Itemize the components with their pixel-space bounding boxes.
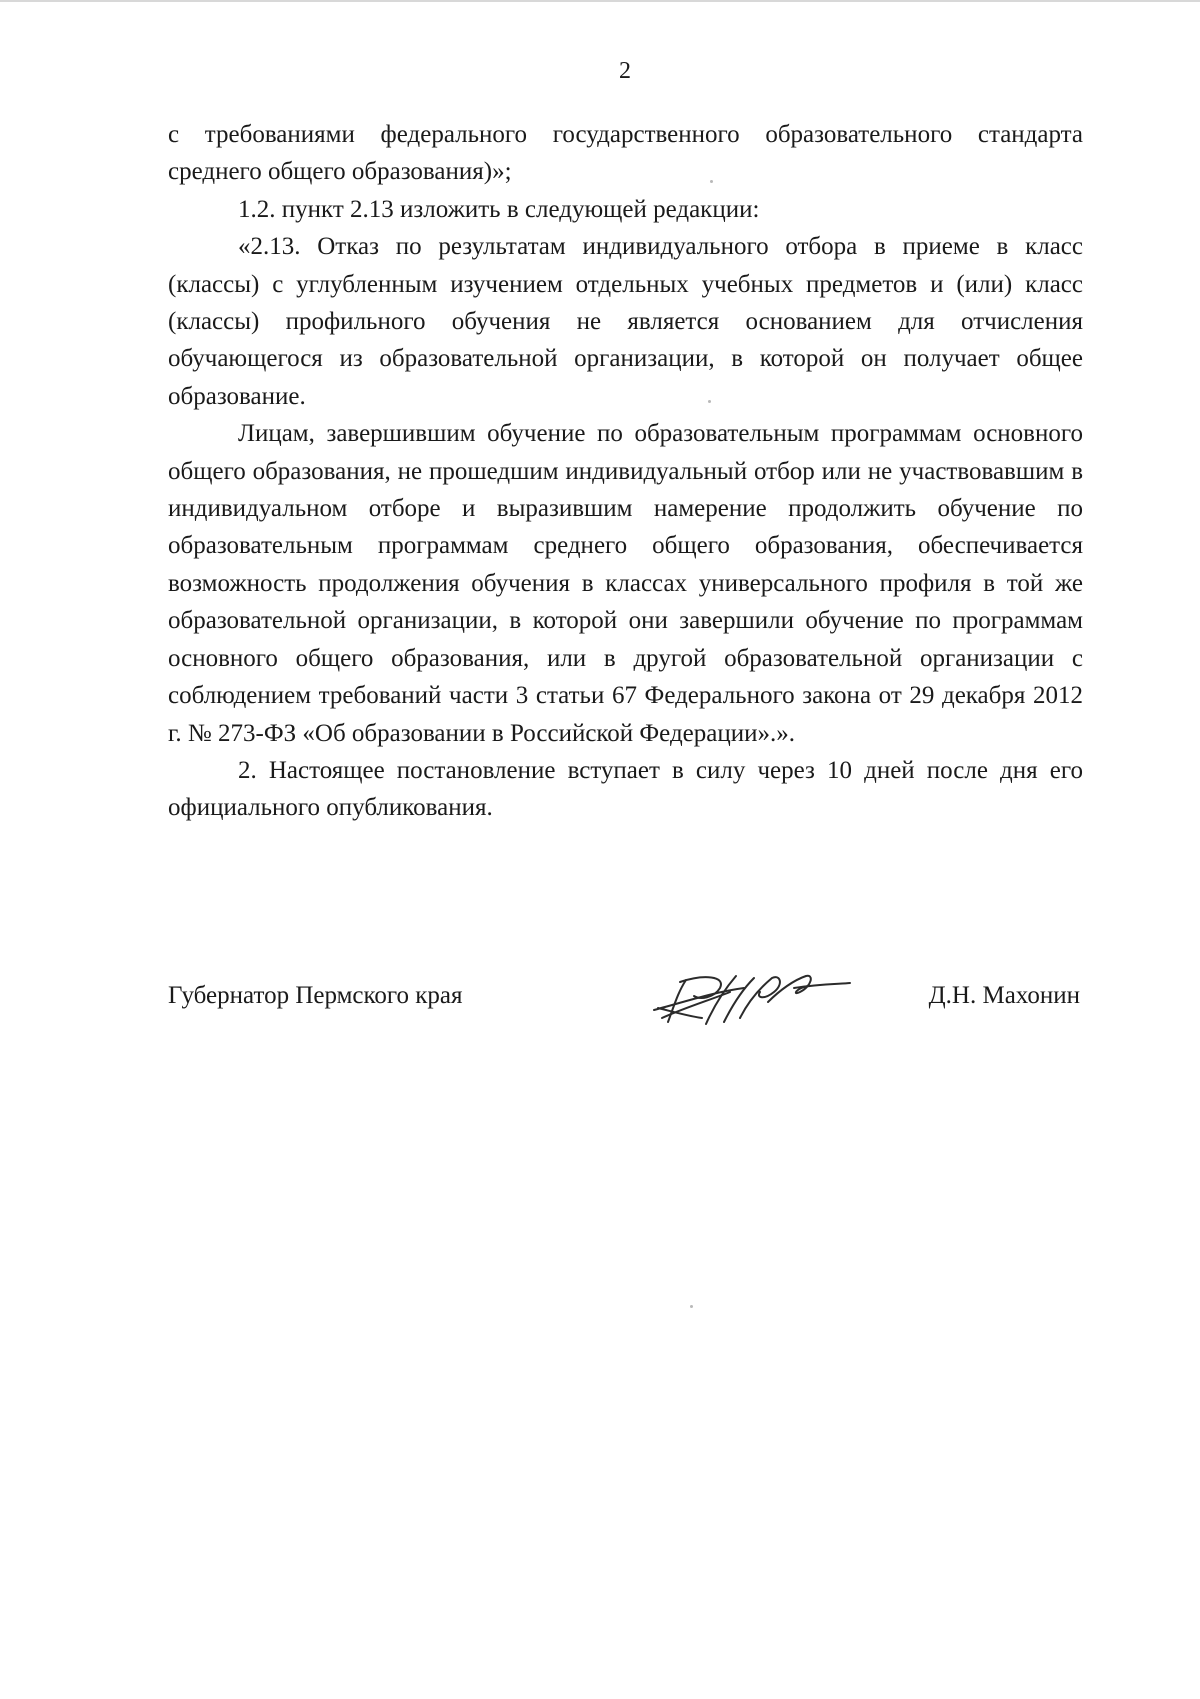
handwritten-signature — [644, 962, 856, 1034]
scan-speck — [710, 180, 713, 183]
scan-speck — [690, 1305, 693, 1308]
paragraph-item-1-2: 1.2. пункт 2.13 изложить в следующей редакции: — [238, 195, 760, 223]
paragraph-persons: Лицам, завершившим обучение по образовательным программам основного общего образования, не прошедшим индивидуальный отбор или не участвовавшим в индивидуальном отборе и выразившим намерение продолжить обучение по образовательным программам среднего общего образования, обеспечивается возможность продолжения обучения в классах универсального профиля в той же образовательной организации, в которой они завершили обучение по программам основного общего образования, или в другой образовательной организации с соблюдением требований части 3 статьи 67 Федерального закона от 29 декабря 2012 г. № 273-ФЗ «Об образовании в Российской Федерации».». — [168, 420, 1083, 747]
scan-edge — [0, 0, 1200, 2]
page-number: 2 — [619, 58, 631, 84]
paragraph-clause-2-13: «2.13. Отказ по результатам индивидуального отбора в приеме в класс (классы) с углубленным изучением отдельных учебных предметов и (или) класс (классы) профильного обучения не является основанием для отчисления обучающегося из образовательной организации, в которой он получает общее образование. — [168, 233, 1083, 410]
signatory-position: Губернатор Пермского края — [168, 982, 463, 1009]
signature-block — [168, 972, 1083, 1032]
signatory-name: Д.Н. Махонин — [928, 982, 1080, 1009]
scan-speck — [708, 400, 711, 403]
document-body — [168, 116, 1083, 827]
paragraph-continuation: с требованиями федерального государственного образовательного стандарта среднего общего образования)»; — [168, 121, 1083, 186]
paragraph-item-2: 2. Настоящее постановление вступает в силу через 10 дней после дня его официального опубликования. — [168, 756, 1083, 822]
